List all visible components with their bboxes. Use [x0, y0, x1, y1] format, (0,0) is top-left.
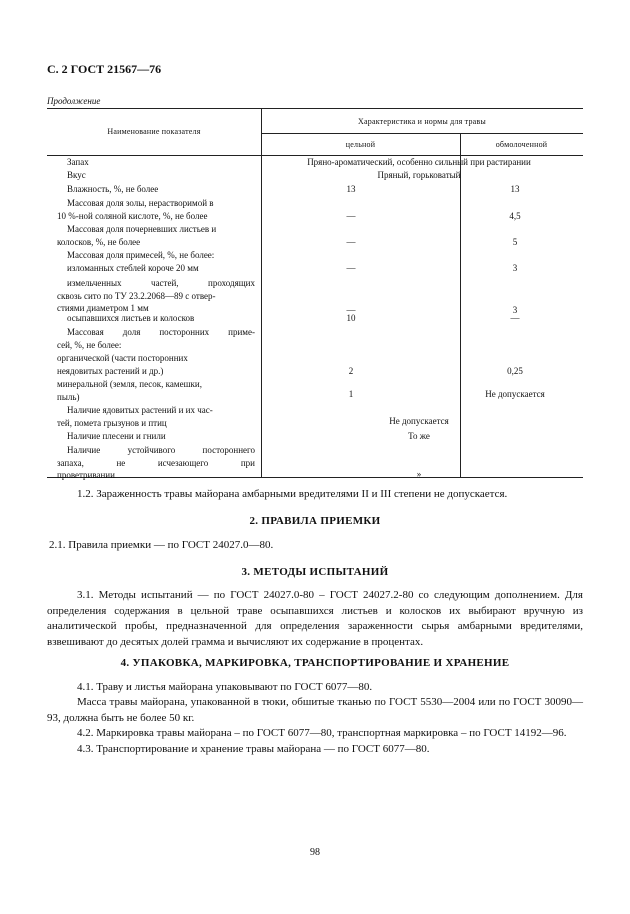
continued-label: Продолжение [47, 96, 101, 106]
paragraph-4-1a: 4.1. Траву и листья майорана упаковывают по ГОСТ 6077—80. [77, 681, 373, 693]
paragraph-2-1: 2.1. Правила приемки — по ГОСТ 24027.0—80. [49, 539, 274, 551]
specs-table: Наименование показателя Характеристика и нормы для травы цельной обмолоченной Запах Пряно-ароматический, особенно сильный при растирании Вкус Пряный, горьковатый Влажность, %, не более 13 13 Массовая доля золы, нерастворимой в 10 %-ной соляной кислоте, %, не более — 4,5 Массовая доля почерневших листьев и колосков, %, не более — 5 Массовая доля примесей, %, не более: изломанных стеблей короче 20 мм — 3 измельченных частей, проходящих сквозь сито по ТУ 23.2.2068—89 с отвер- стиями диаметром 1 мм — 3 осыпавшихся листьев и колосков 10 — Массовая доля посторонних приме- сей, %, не более: органической (части посторонних неядовитых растений и др.) 2 0,25 минеральной (земля, песок, камешки, пыль) 1 Не допускается Наличие ядовитых растений и их час- тей, помета грызунов и птиц Не допускается Наличие плесени и гнили То же Наличие устойчивого постороннего запаха, не исчезающего при проветривании » [47, 108, 583, 478]
header-mid-border [261, 133, 583, 134]
paragraph-1-2: 1.2. Зараженность травы майорана амбарными вредителями II и III степени не допускается. [77, 488, 508, 500]
page-number: 98 [310, 847, 320, 858]
paragraph-3-1: 3.1. Методы испытаний — по ГОСТ 24027.0-80 – ГОСТ 24027.2-80 со следующим дополнением. Для определения содержания в цельной траве осыпавшихся листьев и колосков их выбирают вручную из аналитической пробы, предназначенной для определения зараженности сырья амбарными вредителями, взвешивают до десятых долей грамма и вычисляют их содержание в процентах. [47, 589, 583, 648]
paragraph-4-1b: Масса травы майорана, упакованной в тюки, обшитые тканью по ГОСТ 5530—2004 или по ГОСТ 30090—93, должна быть не более 50 кг. [47, 696, 583, 724]
page-header: С. 2 ГОСТ 21567—76 [47, 62, 162, 76]
paragraph-4-2: 4.2. Маркировка травы майорана – по ГОСТ 6077—80, транспортная маркировка – по ГОСТ 14192—96. [77, 727, 567, 739]
col-header-whole: цельной [345, 140, 376, 149]
col-header-group: Характеристика и нормы для травы [358, 117, 486, 126]
table-top-border [47, 108, 583, 109]
paragraph-4-3: 4.3. Транспортирование и хранение травы майорана — по ГОСТ 6077—80. [77, 743, 430, 755]
section-3-title: 3. МЕТОДЫ ИСПЫТАНИЙ [241, 566, 389, 578]
section-2-title: 2. ПРАВИЛА ПРИЕМКИ [249, 515, 381, 527]
section-4-title: 4. УПАКОВКА, МАРКИРОВКА, ТРАНСПОРТИРОВАНИЕ И ХРАНЕНИЕ [120, 657, 510, 669]
col-header-name: Наименование показателя [107, 127, 201, 136]
col-header-threshed: обмолоченной [495, 140, 548, 149]
